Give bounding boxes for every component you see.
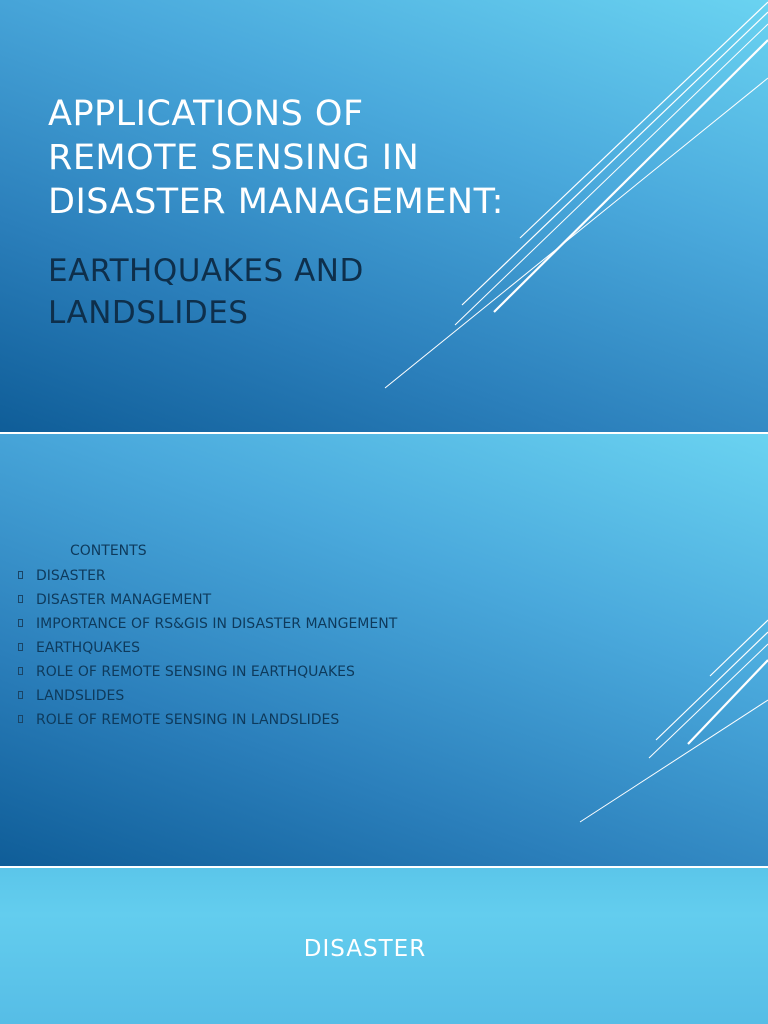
list-item-label: IMPORTANCE OF RS&GIS IN DISASTER MANGEMENT (36, 616, 398, 632)
bullet-icon (18, 571, 23, 579)
slide-subtitle (48, 250, 568, 334)
subtitle-line: EARTHQUAKES AND (48, 253, 364, 289)
title-line: DISASTER MANAGEMENT: (48, 182, 504, 222)
list-item-label: DISASTER (36, 568, 106, 584)
title-line: REMOTE SENSING IN (48, 138, 420, 178)
list-item-label: ROLE OF REMOTE SENSING IN LANDSLIDES (36, 712, 340, 728)
contents-heading: CONTENTS (70, 543, 147, 559)
section-title: DISASTER (303, 936, 427, 962)
subtitle-line: LANDSLIDES (48, 295, 249, 331)
title-slide (0, 0, 768, 432)
slide-title (48, 92, 588, 224)
bullet-icon (18, 619, 23, 627)
section-slide (0, 868, 768, 1024)
list-item-label: ROLE OF REMOTE SENSING IN EARTHQUAKES (36, 664, 355, 680)
bullet-icon (18, 715, 23, 723)
list-item-label: DISASTER MANAGEMENT (36, 592, 212, 608)
contents-slide (0, 434, 768, 866)
bullet-icon (18, 691, 23, 699)
bullet-icon (18, 643, 23, 651)
list-item-label: EARTHQUAKES (36, 640, 140, 656)
bullet-icon (18, 595, 23, 603)
list-item-label: LANDSLIDES (36, 688, 125, 704)
bullet-icon (18, 667, 23, 675)
title-line: APPLICATIONS OF (48, 94, 364, 134)
